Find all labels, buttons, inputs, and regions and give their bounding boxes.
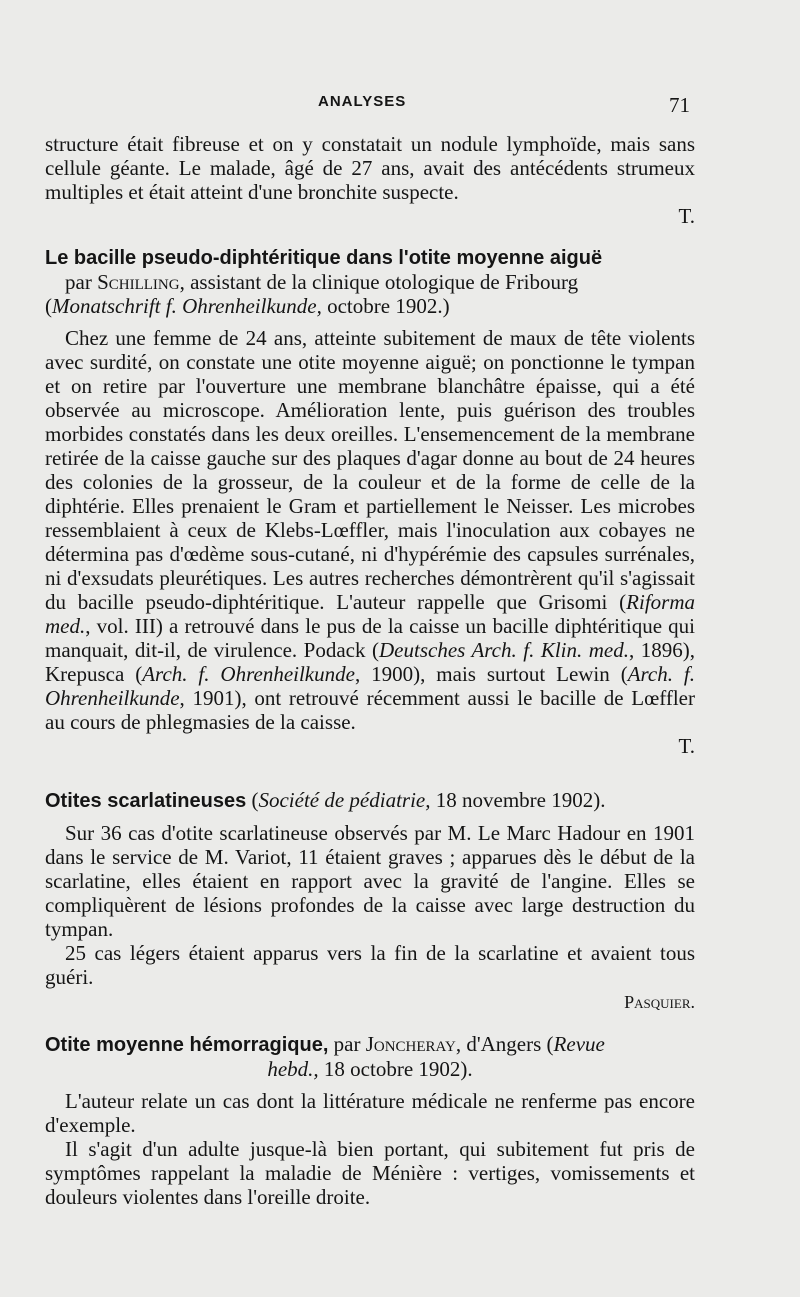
article-title: Otites scarlatineuses xyxy=(45,790,247,812)
article-body: Sur 36 cas d'otite scarlatineuse observés par M. Le Marc Hadour en 1901 dans le service de M. Variot, 11 étaient graves ; apparues dès le début de la scarlatine, elles étaient en rapport avec la gravité de l'angine. Elles se compliquèrent de lésions profondes de la caisse avec large destruction du tympan. xyxy=(45,821,695,941)
page-number: 71 xyxy=(669,93,690,117)
article-title: Otite moyenne hémorragique, xyxy=(45,1034,329,1056)
source-open: ( xyxy=(246,788,259,812)
source-journal: Revue xyxy=(553,1032,605,1056)
byline-suffix: , d'Angers ( xyxy=(455,1032,554,1056)
article-body: Il s'agit d'un adulte jusque-là bien portant, qui subitement fut pris de symptômes rappelant la maladie de Ménière : vertiges, vomissements et douleurs violentes dans l'oreille droite. xyxy=(45,1137,695,1209)
body-text: Chez une femme de 24 ans, atteinte subitement de maux de tête violents avec surdité, on constate une otite moyenne aiguë; on ponctionne le tympan et on retire par l'ouverture une membrane blanchâtre épaisse, qui a été observée au microscope. Amélioration lente, puis guérison des troubles morbides constatés dans les deux oreilles. L'ensemencement de la membrane retirée de la caisse gauche sur des plaques d'agar donne au bout de 24 heures des colonies de la grosseur, de la couleur et de la forme de celle de la diphtérie. Elles prenaient le Gram et partiellement le Neisser. Les microbes ressemblaient à ceux de Klebs-Lœffler, mais l'inoculation aux cobayes ne détermina pas d'œdème sous-cutané, ni d'hypérémie des capsules surrénales, ni d'exsudats pleurétiques. Les autres recherches démontrèrent qu'il s'agissait du bacille pseudo-diphtéritique. L'auteur rappelle que Grisomi ( xyxy=(45,326,695,614)
byline-suffix: , assistant de la clinique otologique de Fribourg xyxy=(179,270,579,294)
citation: Arch. f. Ohrenheilkunde xyxy=(142,662,355,686)
byline-prefix: par xyxy=(65,270,98,294)
article-title: Le bacille pseudo-diphtéritique dans l'otite moyenne aiguë xyxy=(45,247,603,269)
citation: Riforma med. xyxy=(45,590,695,638)
article-heading xyxy=(45,1032,695,1081)
citation: Arch. f. Ohrenheilkunde xyxy=(45,662,695,710)
continued-paragraph: structure était fibreuse et on y constatait un nodule lymphoïde, mais sans cellule géante. Le malade, âgé de 27 ans, avait des antécédents strumeux multiples et était atteint d'une bronchite suspecte. xyxy=(45,132,695,204)
body-text: , 1901), ont retrouvé récemment aussi le bacille de Lœffler au cours de phlegmasies de la caisse. xyxy=(45,686,695,734)
article-heading xyxy=(45,788,695,813)
signature: T. xyxy=(678,204,695,228)
citation: Deutsches Arch. f. Klin. med. xyxy=(379,638,629,662)
body-text: , 1900), mais surtout Lewin ( xyxy=(354,662,628,686)
source-open: ( xyxy=(45,294,52,318)
signature: Pasquier. xyxy=(624,992,695,1012)
source-date: 18 novembre 1902). xyxy=(430,788,606,812)
running-title: ANALYSES xyxy=(318,93,407,110)
source-journal: Société de pédiatrie, xyxy=(258,788,431,812)
author-name: Schilling xyxy=(97,270,180,294)
source-journal: hebd., xyxy=(267,1057,319,1081)
article-heading xyxy=(45,246,695,318)
running-header xyxy=(0,93,800,123)
signature: T. xyxy=(678,734,695,758)
article-body xyxy=(45,326,695,734)
body-text: , 1896), Krepusca ( xyxy=(45,638,695,686)
source-date: octobre 1902.) xyxy=(321,294,450,318)
source-journal: Monatschrift f. Ohrenheilkunde, xyxy=(52,294,322,318)
text-column xyxy=(45,132,695,1209)
signature-row xyxy=(45,989,695,1014)
byline-prefix: par xyxy=(328,1032,366,1056)
article-body: 25 cas légers étaient apparus vers la fin de la scarlatine et avaient tous guéri. xyxy=(45,941,695,989)
author-name: Joncheray xyxy=(365,1032,456,1056)
article-body: L'auteur relate un cas dont la littérature médicale ne renferme pas encore d'exemple. xyxy=(45,1089,695,1137)
source-date: 18 octobre 1902). xyxy=(318,1057,473,1081)
body-text: , vol. III) a retrouvé dans le pus de la caisse un bacille diphtéritique qui manquait, dit-il, de virulence. Podack ( xyxy=(45,614,695,662)
